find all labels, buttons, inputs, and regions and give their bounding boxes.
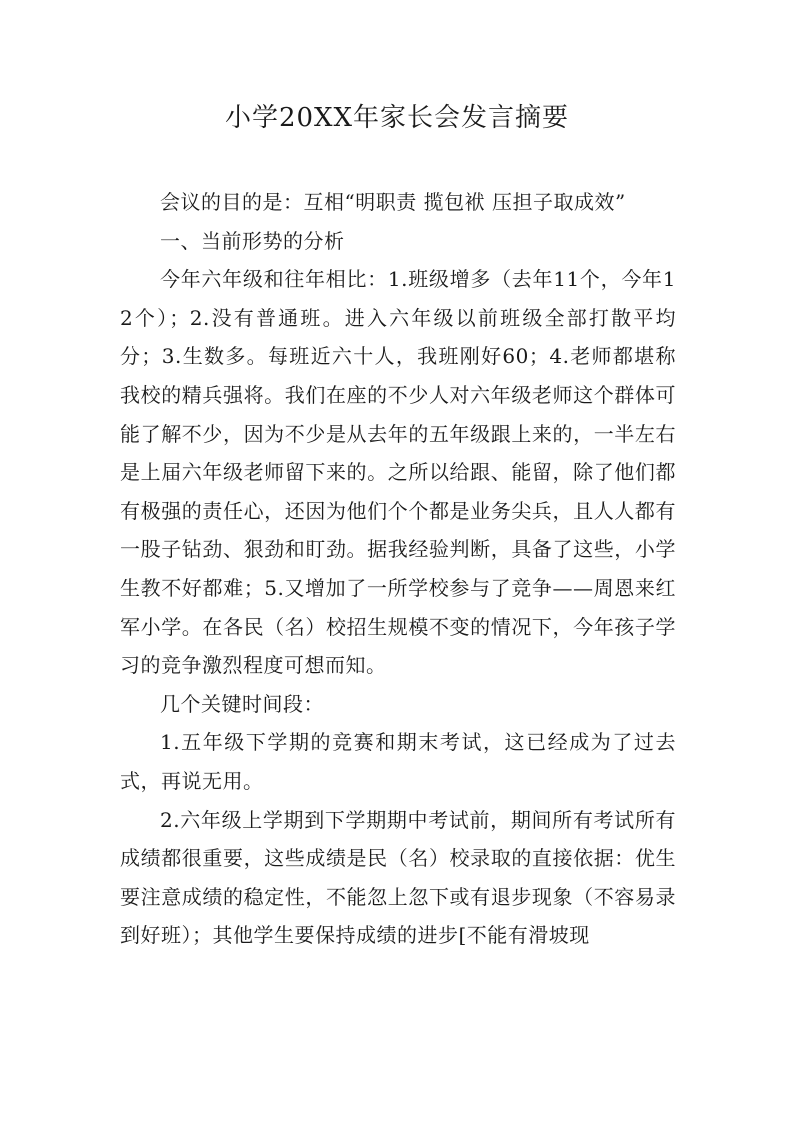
paragraph-key-periods-heading: 几个关键时间段： (160, 691, 324, 716)
section-heading-situation-analysis: 一、当前形势的分析 (160, 228, 345, 253)
document-title: 小学20XX年家长会发言摘要 (224, 103, 570, 133)
paragraph-key-period-1: 1.五年级下学期的竞赛和期末考试，这已经成为了过去式，再说无用。 (120, 730, 676, 793)
paragraph-grade-comparison: 今年六年级和往年相比：1.班级增多（去年11个，今年12个）；2.没有普通班。进入六年级以前班级全部打散平均分；3.生数多。每班近六十人，我班刚好60；4.老师都堪称我校的精兵强将。我们在座的不少人对六年级老师这个群体可能了解不少，因为不少是从去年的五年级跟上来的，一半左右是上届六年级老师留下来的。之所以给跟、能留，除了他们都有极强的责任心，还因为他们个个都是业务尖兵，且人人都有一股子钻劲、狠劲和盯劲。据我经验判断，具备了这些，小学生教不好都难；5.又增加了一所学校参与了竞争——周恩来红军小学。在各民（名）校招生规模不变的情况下，今年孩子学习的竞争激烈程度可想而知。 (120, 267, 676, 678)
paragraph-meeting-purpose: 会议的目的是：互相“明职责 揽包袱 压担子取成效” (160, 190, 626, 214)
paragraph-key-period-2: 2.六年级上学期到下学期期中考试前，期间所有考试所有成绩都很重要，这些成绩是民（名）校录取的直接依据：优生要注意成绩的稳定性，不能忽上忽下或有退步现象（不容易录到好班）；其他学生要保持成绩的进步[不能有滑坡现 (120, 807, 676, 948)
document-body (120, 183, 676, 955)
